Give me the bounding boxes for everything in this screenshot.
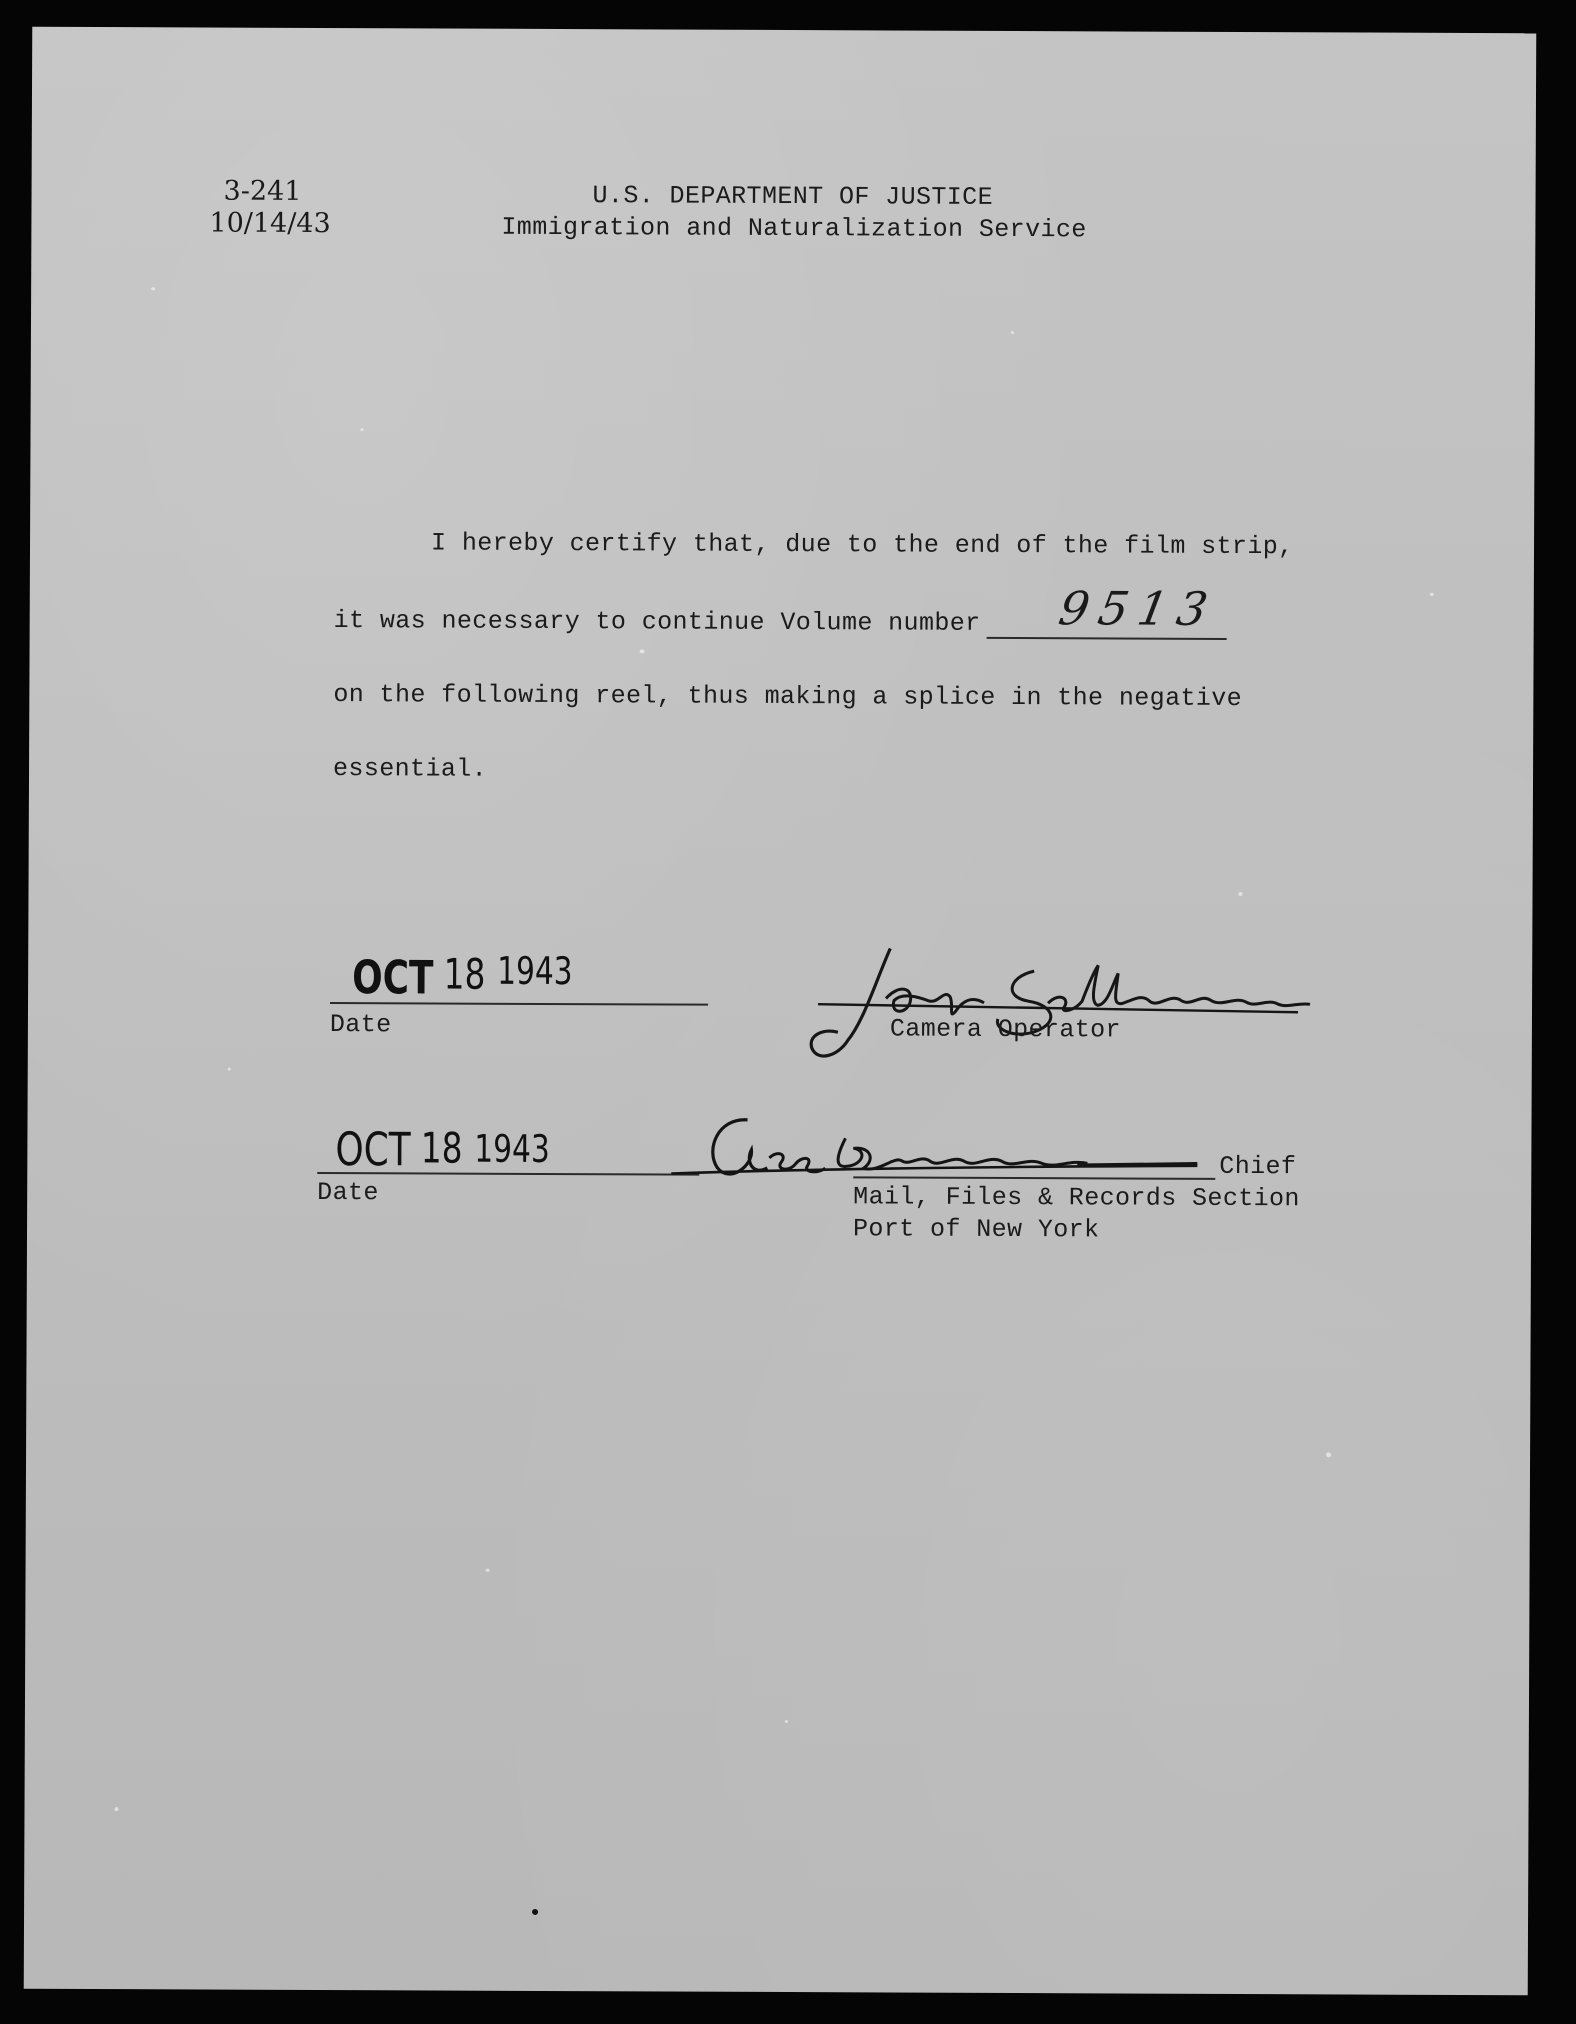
- form-revision-date: 10/14/43: [209, 207, 331, 240]
- date-label-camera: Date: [329, 1010, 392, 1040]
- paper-speck: [1239, 892, 1243, 896]
- paper-speck: [486, 1569, 490, 1572]
- volume-number-underline: [987, 637, 1227, 640]
- camera-operator-label: Camera Operator: [889, 1014, 1122, 1045]
- volume-number-value: 9513: [1054, 581, 1222, 636]
- certification-line-2: it was necessary to continue Volume number: [333, 606, 981, 638]
- paper-speck: [228, 1068, 231, 1071]
- certification-line-3: on the following reel, thus making a splice in the negative: [333, 680, 1243, 714]
- chief-department-label: Mail, Files & Records Section: [853, 1182, 1300, 1214]
- certification-line-4: essential.: [332, 754, 488, 784]
- form-number: 3-241: [223, 175, 302, 207]
- chief-title-label: Chief: [1219, 1151, 1297, 1182]
- date-stamp-chief: [335, 1122, 550, 1177]
- chief-location-label: Port of New York: [852, 1214, 1100, 1245]
- date-stamp-day: 18: [420, 1123, 463, 1173]
- paper-speck: [1326, 1452, 1331, 1457]
- date-stamp-year: 1943: [497, 948, 573, 994]
- paper-speck: [1430, 593, 1434, 596]
- paper-speck: [640, 649, 645, 653]
- paper-speck: [1011, 331, 1014, 334]
- paper-speck: [115, 1807, 119, 1811]
- date-stamp-day: 18: [443, 949, 486, 999]
- date-stamp-month: OCT: [335, 1122, 411, 1177]
- paper-speck: [785, 1720, 788, 1723]
- department-heading: U.S. DEPARTMENT OF JUSTICE: [592, 181, 994, 212]
- ink-dot: [532, 1909, 538, 1915]
- camera-operator-signature: [798, 940, 1319, 1072]
- date-stamp-month: OCT: [352, 950, 434, 1005]
- date-line-camera: [330, 1002, 708, 1006]
- date-stamp-year: 1943: [474, 1126, 550, 1171]
- service-heading: Immigration and Naturalization Service: [501, 212, 1087, 245]
- date-stamp-camera: [352, 950, 573, 1005]
- certification-line-1: I hereby certify that, due to the end of the film strip,: [430, 528, 1294, 562]
- paper-speck: [151, 287, 155, 290]
- paper-speck: [361, 428, 364, 431]
- date-label-chief: Date: [317, 1177, 379, 1208]
- document-sheet: [24, 27, 1537, 1996]
